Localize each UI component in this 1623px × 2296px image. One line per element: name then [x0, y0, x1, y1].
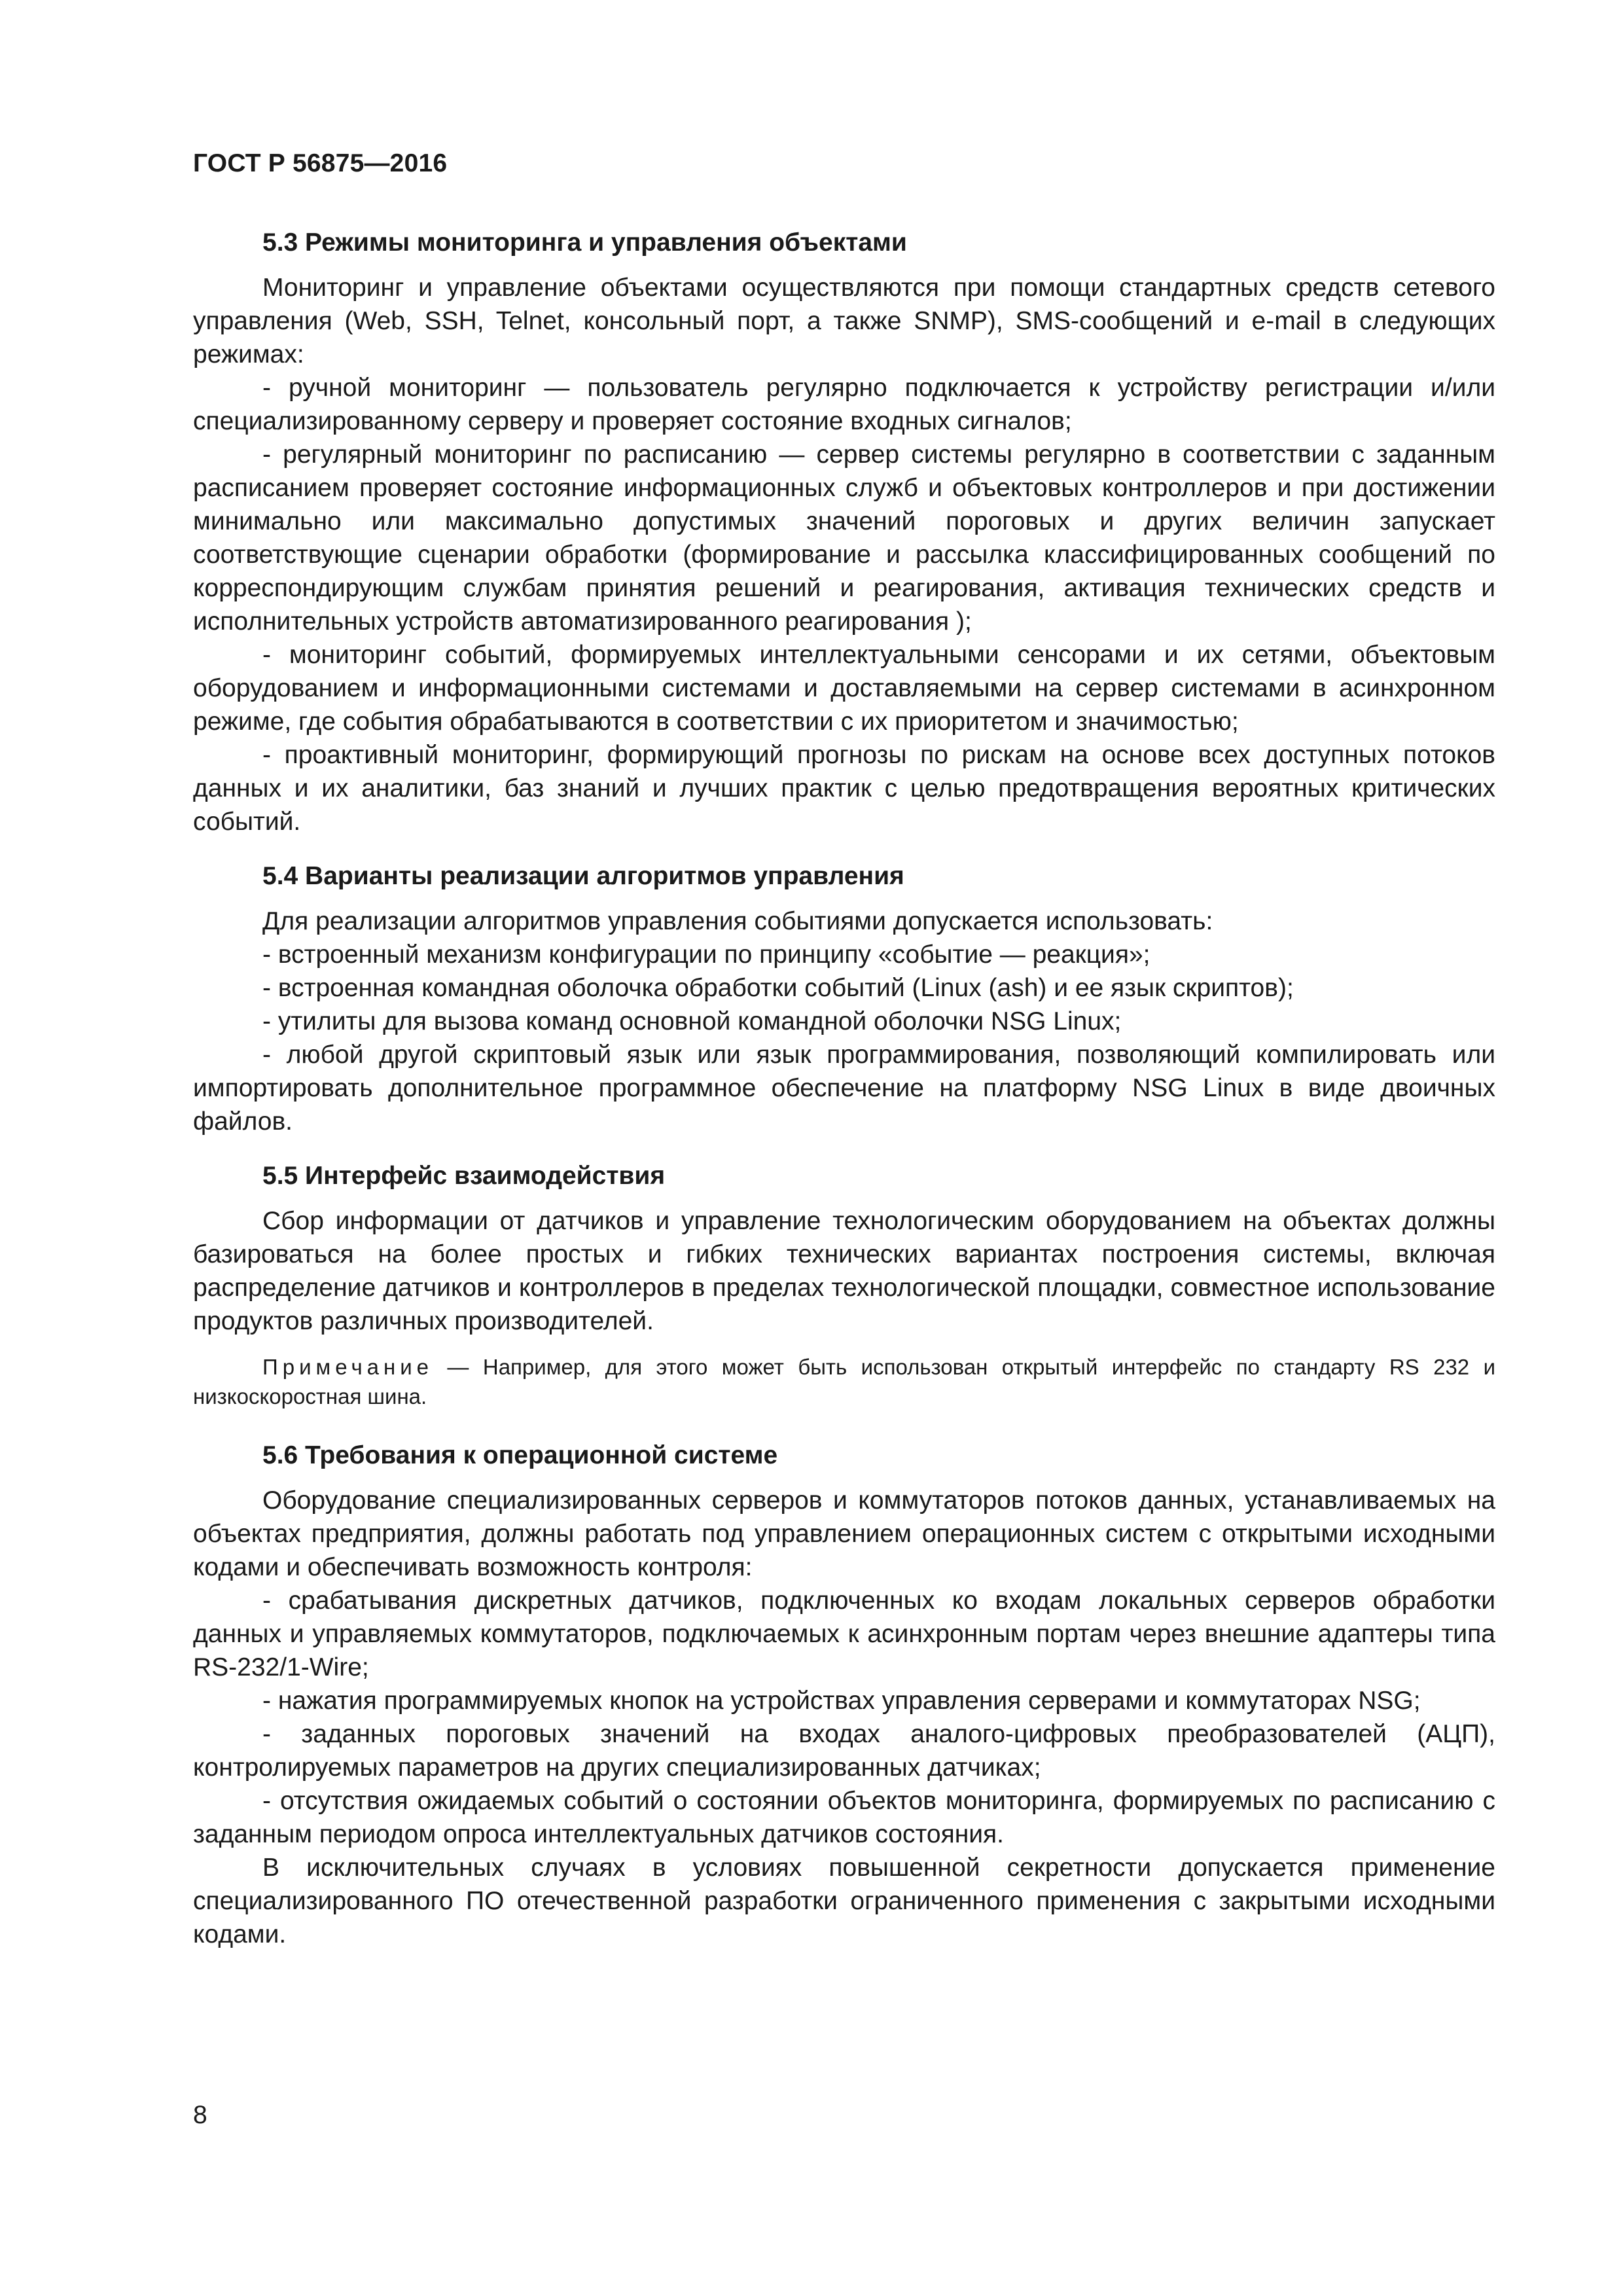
note-label: Примечание: [262, 1355, 434, 1379]
paragraph: Сбор информации от датчиков и управление технологическим оборудованием на объектах должны базироваться на более простых и гибких технических вариантах построения системы, включая распределение датчиков и контроллеров в пределах технологической площадки, совместное использование продуктов различных производителей.: [193, 1207, 1495, 1335]
list-item: - заданных пороговых значений на входах аналого-цифровых преобразователей (АЦП), контролируемых параметров на других специализированных датчиках;: [193, 1720, 1495, 1782]
section-title: 5.5 Интерфейс взаимодействия: [262, 1162, 666, 1190]
list-item: - нажатия программируемых кнопок на устройствах управления серверами и коммутаторах NSG;: [262, 1687, 1421, 1715]
note: [193, 1352, 1495, 1411]
paragraph: Оборудование специализированных серверов и коммутаторов потоков данных, устанавливаемых на объектах предприятия, должны работать под управлением операционных систем с открытыми исходными кодами и обеспечивать возможность контроля:: [193, 1486, 1495, 1581]
page-number: 8: [193, 2101, 207, 2129]
list-item: - утилиты для вызова команд основной командной оболочки NSG Linux;: [262, 1007, 1122, 1035]
list-item: - встроенная командная оболочка обработки событий (Linux (ash) и ее язык скриптов);: [262, 974, 1294, 1002]
list-item: - встроенный механизм конфигурации по принципу «событие — реакция»;: [262, 941, 1150, 969]
list-item: - мониторинг событий, формируемых интеллектуальными сенсорами и их сетями, объектовым оборудованием и информационными системами и доставляемыми на сервер системами в асинхронном режиме, где события обрабатываются в соответствии с их приоритетом и значимостью;: [193, 641, 1495, 736]
document-body: [193, 226, 1495, 1951]
section-5-4: [193, 859, 1495, 1138]
section-5-5: [193, 1159, 1495, 1411]
section-title: 5.4 Варианты реализации алгоритмов управления: [262, 862, 904, 890]
paragraph: Для реализации алгоритмов управления событиями допускается использовать:: [262, 907, 1213, 935]
list-item: - регулярный мониторинг по расписанию — сервер системы регулярно в соответствии с заданным расписанием проверяет состояние информационных служб и объектовых контроллеров и при достижении минимально или максимально допустимых значений пороговых и других величин запускает соответствующие сценарии обработки (формирование и рассылка классифицированных сообщений по корреспондирующим службам принятия решений и реагирования, активация технических средств и исполнительных устройств автоматизированного реагирования );: [193, 440, 1495, 636]
section-title: 5.3 Режимы мониторинга и управления объектами: [262, 228, 907, 257]
section-5-3: [193, 226, 1495, 838]
section-title: 5.6 Требования к операционной системе: [262, 1441, 778, 1469]
list-item: - любой другой скриптовый язык или язык программирования, позволяющий компилировать или импортировать дополнительное программное обеспечение на платформу NSG Linux в виде двоичных файлов.: [193, 1041, 1495, 1136]
list-item: - отсутствия ожидаемых событий о состоянии объектов мониторинга, формируемых по расписанию с заданным периодом опроса интеллектуальных датчиков состояния.: [193, 1787, 1495, 1848]
section-5-6: [193, 1439, 1495, 1951]
list-item: - срабатывания дискретных датчиков, подключенных ко входам локальных серверов обработки данных и управляемых коммутаторов, подключаемых к асинхронным портам через внешние адаптеры типа RS-232/1-Wire;: [193, 1587, 1495, 1681]
note-text: — Например, для этого может быть использован открытый интерфейс по стандарту RS 232 и низкоскоростная шина.: [193, 1355, 1495, 1408]
document-header: ГОСТ Р 56875—2016: [193, 149, 448, 177]
list-item: - проактивный мониторинг, формирующий прогнозы по рискам на основе всех доступных потоков данных и их аналитики, баз знаний и лучших практик с целью предотвращения вероятных критических событий.: [193, 741, 1495, 836]
paragraph: В исключительных случаях в условиях повышенной секретности допускается применение специализированного ПО отечественной разработки ограниченного применения с закрытыми исходными кодами.: [193, 1854, 1495, 1948]
paragraph: Мониторинг и управление объектами осуществляются при помощи стандартных средств сетевого управления (Web, SSH, Telnet, консольный порт, а также SNMP), SMS-сообщений и e-mail в следующих режимах:: [193, 274, 1495, 368]
list-item: - ручной мониторинг — пользователь регулярно подключается к устройству регистрации и/или специализированному серверу и проверяет состояние входных сигналов;: [193, 374, 1495, 435]
